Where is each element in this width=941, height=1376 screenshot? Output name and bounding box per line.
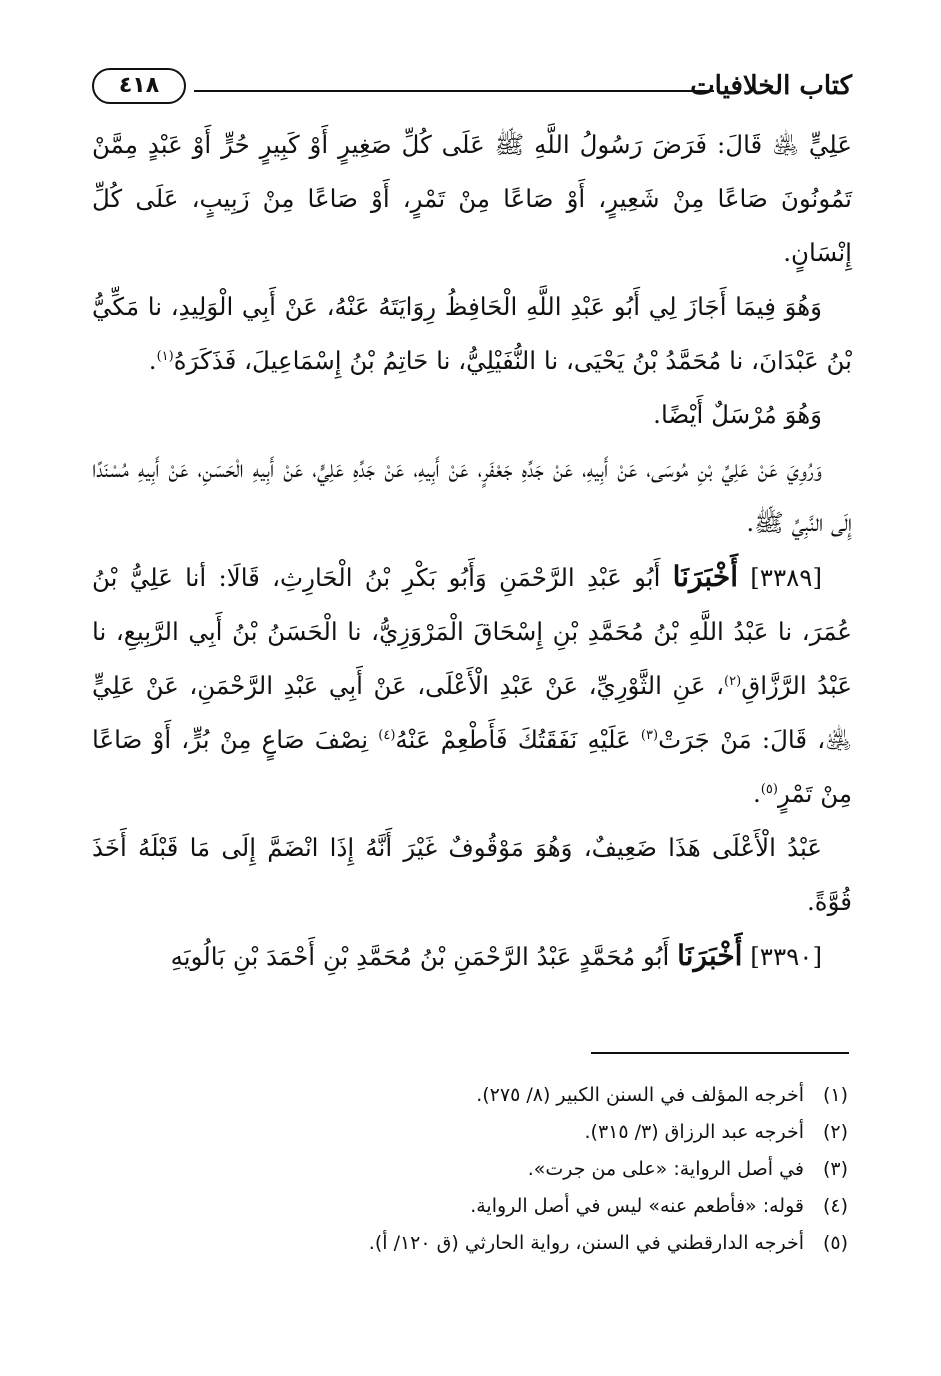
footnote-number: (٥) (822, 1232, 848, 1254)
footnote-text: أخرجه المؤلف في السنن الكبير (٨/ ٢٧٥). (476, 1084, 804, 1106)
footnote-number: (٤) (822, 1195, 848, 1217)
footnote-marker: (٢) (724, 673, 742, 689)
paragraph-text: أَبُو مُحَمَّدٍ عَبْدُ الرَّحْمَنِ بْنُ مُحَمَّدِ بْنِ أَحْمَدَ بْنِ بَالُويَهِ (170, 942, 678, 971)
paragraph-text: عَبْدُ الْأَعْلَى هَذَا ضَعِيفٌ، وَهُوَ مَوْقُوفٌ غَيْرَ أَنَّهُ إِذَا انْضَمَّ إِلَى مَا قَبْلَهُ أَخَذَ قُوَّةً. (92, 833, 852, 916)
footnote-marker: (١) (156, 348, 174, 364)
page-number-badge: ٤١٨ (92, 68, 186, 104)
paragraph-text: . (148, 346, 157, 375)
footnotes (92, 1078, 852, 1263)
text-paragraph (92, 929, 852, 984)
book-title: كتاب الخلافيات (690, 71, 852, 101)
text-paragraph (92, 442, 852, 550)
footnote-item (92, 1115, 852, 1149)
text-paragraph (92, 388, 852, 442)
paragraph-text: ، عَنِ الثَّوْرِيِّ، عَنْ عَبْدِ الْأَعْلَى، عَنْ أَبِي عَبْدِ الرَّحْمَنِ، عَنْ عَلِيٍّ ﵁، قَالَ: مَنْ جَرَتْ (92, 671, 852, 754)
paragraph-text: عَلَيْهِ نَفَقَتُكَ فَأَطْعِمْ عَنْهُ (395, 725, 641, 754)
text-paragraph (92, 821, 852, 929)
footnote-separator (591, 1052, 849, 1054)
footnote-item (92, 1189, 852, 1223)
footnote-item (92, 1226, 852, 1260)
footnote-number: (٣) (822, 1158, 848, 1180)
footnote-text: في أصل الرواية: «على من جرت». (527, 1158, 804, 1180)
paragraph-text: وَرُوِيَ عَنْ عَلِيِّ بْنِ مُوسَى، عَنْ أَبِيهِ، عَنْ جَدِّهِ جَعْفَرٍ، عَنْ أَبِيهِ، عَنْ جَدِّهِ عَلِيٍّ، عَنْ أَبِيهِ الْحَسَنِ، عَنْ أَبِيهِ مُسْنَدًا إِلَى النَّبِيِّ ﷺ. (92, 454, 852, 537)
paragraph-text: نِصْفَ صَاعٍ مِنْ بُرٍّ، أَوْ صَاعًا مِنْ تَمْرٍ (92, 725, 852, 808)
footnote-marker: (٣) (640, 727, 659, 743)
footnote-item (92, 1152, 852, 1186)
paragraph-text: [٣٣٨٩] (737, 563, 822, 592)
page-header (92, 66, 852, 110)
footnote-text: أخرجه الدارقطني في السنن، رواية الحارثي (ق ١٢٠/ أ). (368, 1232, 804, 1254)
paragraph-text: وَهُوَ مُرْسَلٌ أَيْضًا. (653, 400, 822, 429)
main-text (92, 118, 852, 984)
hadith-keyword: أَخْبَرَنَا (677, 939, 743, 972)
text-paragraph (92, 550, 852, 821)
paragraph-text: أَبُو عَبْدِ الرَّحْمَنِ وَأَبُو بَكْرِ بْنُ الْحَارِثِ، قَالَا: أنا عَلِيُّ بْنُ عُمَرَ، نا عَبْدُ اللَّهِ بْنُ مُحَمَّدِ بْنِ إِسْحَاقَ الْمَرْوَزِيُّ، نا الْحَسَنُ بْنُ أَبِي الرَّبِيعِ، نا عَبْدُ الرَّزَّاقِ (92, 563, 852, 700)
footnote-text: قوله: «فأطعم عنه» ليس في أصل الرواية. (470, 1195, 804, 1217)
footnote-marker: (٤) (378, 727, 396, 743)
footnote-text: أخرجه عبد الرزاق (٣/ ٣١٥). (584, 1121, 804, 1143)
paragraph-text: . (753, 779, 761, 808)
paragraph-text: وَهُوَ فِيمَا أَجَازَ لِي أَبُو عَبْدِ اللَّهِ الْحَافِظُ رِوَايَتَهُ عَنْهُ، عَنْ أَبِي الْوَلِيدِ، نا مَكِّيُّ بْنُ عَبْدَانَ، نا مُحَمَّدُ بْنُ يَحْيَى، نا النُّفَيْلِيُّ، نا حَاتِمُ بْنُ إِسْمَاعِيلَ، فَذَكَرَهُ (92, 292, 852, 375)
header-rule (194, 90, 714, 92)
text-paragraph (92, 280, 852, 388)
footnote-marker: (٥) (760, 781, 778, 797)
paragraph-text: عَلِيٍّ ﵁ قَالَ: فَرَضَ رَسُولُ اللَّهِ ﷺ عَلَى كُلِّ صَغِيرٍ أَوْ كَبِيرٍ حُرٍّ أَوْ عَبْدٍ مِمَّنْ تَمُونُونَ صَاعًا مِنْ شَعِيرٍ، أَوْ صَاعًا مِنْ تَمْرٍ، أَوْ صَاعًا مِنْ زَبِيبٍ، عَلَى كُلِّ إِنْسَانٍ. (92, 130, 852, 267)
text-paragraph (92, 118, 852, 280)
footnote-number: (٢) (822, 1121, 848, 1143)
hadith-keyword: أَخْبَرَنَا (672, 560, 738, 593)
paragraph-text: [٣٣٩٠] (742, 942, 822, 971)
footnote-item (92, 1078, 852, 1112)
footnote-number: (١) (822, 1084, 848, 1106)
